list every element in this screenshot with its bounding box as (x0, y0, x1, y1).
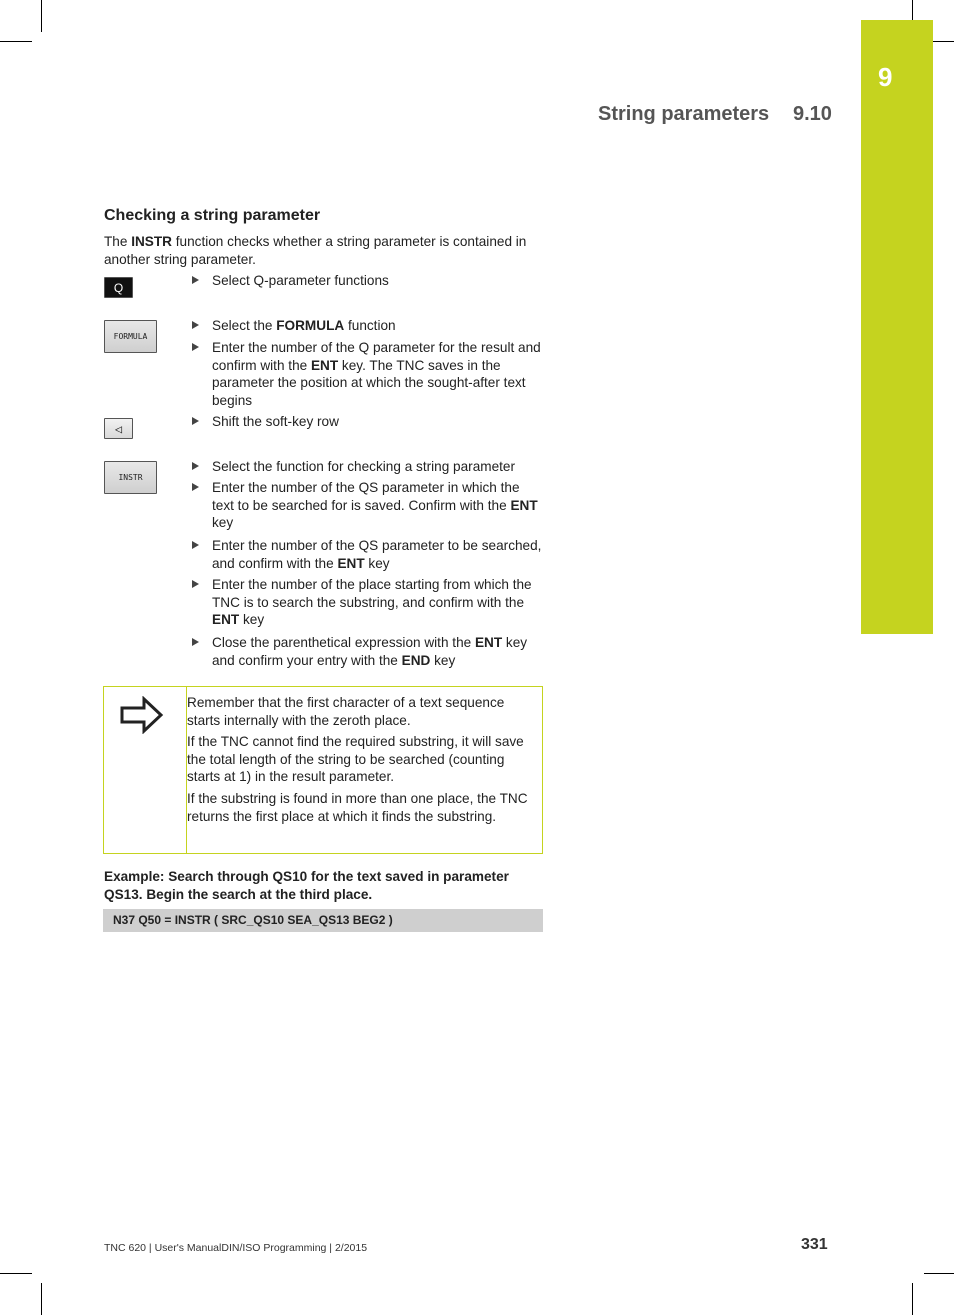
step-item (192, 272, 544, 290)
step-keyword: ENT (510, 497, 538, 513)
step-item (192, 458, 544, 476)
step-text (212, 479, 544, 532)
crop-mark (0, 41, 32, 42)
step-item (192, 413, 544, 431)
step-text-part: key and confirm your entry with the (212, 635, 528, 668)
step-keyword: ENT (310, 357, 339, 373)
crop-mark (912, 1283, 913, 1315)
footer-text: TNC 620 | User's ManualDIN/ISO Programming | 2/2015 (104, 1242, 368, 1254)
step-text-part: key (212, 515, 234, 531)
bullet-triangle-icon (192, 276, 199, 284)
step-text-part: function (344, 318, 396, 333)
header-title: String parameters (598, 103, 770, 125)
intro-paragraph (104, 233, 544, 268)
example-title: Example: Search through QS10 for the text saved in parameter QS13. Begin the search at the third place. (104, 869, 509, 902)
step-text (212, 576, 544, 629)
step-text: Shift the soft-key row (212, 414, 339, 429)
note-paragraph: If the TNC cannot find the required substring, it will save the total length of the string to be searched (counting starts at 1) in the result parameter. (187, 734, 524, 785)
crop-mark (41, 1283, 42, 1315)
section-title: Checking a string parameter (104, 207, 321, 224)
note-paragraph: If the substring is found in more than one place, the TNC returns the first place at which it finds the substring. (187, 791, 528, 824)
crop-mark (912, 0, 913, 20)
crop-mark (0, 1273, 32, 1274)
q-key[interactable]: Q (104, 277, 133, 298)
step-text-part: Enter the number of the QS parameter to be searched, and confirm with the (212, 538, 542, 571)
bullet-triangle-icon (192, 541, 199, 549)
bullet-triangle-icon (192, 483, 199, 491)
crop-mark (933, 41, 954, 42)
triangle-left-icon: ◁ (114, 421, 123, 436)
step-keyword: ENT (212, 612, 240, 628)
step-keyword: ENT (337, 555, 365, 571)
step-text (212, 317, 544, 335)
bullet-triangle-icon (192, 417, 199, 425)
chapter-number: 9 (878, 62, 893, 92)
page-number: 331 (801, 1236, 828, 1253)
step-keyword: END (401, 652, 431, 668)
step-text-part: key. The TNC saves in the parameter the position at which the sought-after text begins (212, 357, 526, 408)
step-text-part: Select the (212, 318, 277, 333)
code-line: N37 Q50 = INSTR ( SRC_QS10 SEA_QS13 BEG2 ) (103, 909, 543, 932)
step-item (192, 479, 544, 532)
bullet-triangle-icon (192, 462, 199, 470)
step-text-part: Enter the number of the place starting from which the TNC is to search the substring, and confirm with the (212, 577, 532, 610)
step-text-part: Close the parenthetical expression with the (212, 635, 475, 650)
bullet-triangle-icon (192, 638, 199, 646)
intro-text: function checks whether a string parameter is contained in another string parameter. (104, 234, 527, 267)
arrow-right-icon (120, 696, 164, 734)
note-box (103, 686, 543, 854)
step-keyword: FORMULA (276, 318, 345, 333)
step-text-part: Enter the number of the Q parameter for the result and confirm with the (212, 340, 541, 373)
step-text-part: Enter the number of the QS parameter in which the text to be searched for is saved. Confirm with the (212, 480, 520, 513)
step-text: Select Q-parameter functions (212, 273, 389, 288)
step-text (212, 537, 544, 572)
step-text (212, 339, 544, 409)
crop-mark (924, 1273, 954, 1274)
bullet-triangle-icon (192, 343, 199, 351)
step-text-part: key (364, 555, 390, 571)
formula-softkey[interactable]: FORMULA (104, 320, 157, 353)
instr-softkey[interactable]: INSTR (104, 461, 157, 494)
step-text: Select the function for checking a string parameter (212, 459, 515, 474)
crop-mark (41, 0, 42, 32)
intro-text: The (104, 234, 132, 249)
note-paragraph: Remember that the first character of a text sequence starts internally with the zeroth place. (187, 695, 505, 728)
shift-softkey-row-key[interactable] (104, 418, 133, 439)
intro-keyword: INSTR (131, 234, 172, 249)
step-item (192, 317, 544, 335)
step-item (192, 634, 544, 669)
step-item (192, 537, 544, 572)
step-item (192, 576, 544, 629)
step-text-part: key (430, 652, 456, 668)
header-section-number: 9.10 (793, 103, 832, 125)
bullet-triangle-icon (192, 580, 199, 588)
bullet-triangle-icon (192, 321, 199, 329)
step-text-part: key (239, 612, 265, 628)
chapter-tab (861, 20, 933, 634)
step-item (192, 339, 544, 409)
step-keyword: ENT (474, 635, 503, 650)
step-text (212, 634, 544, 669)
